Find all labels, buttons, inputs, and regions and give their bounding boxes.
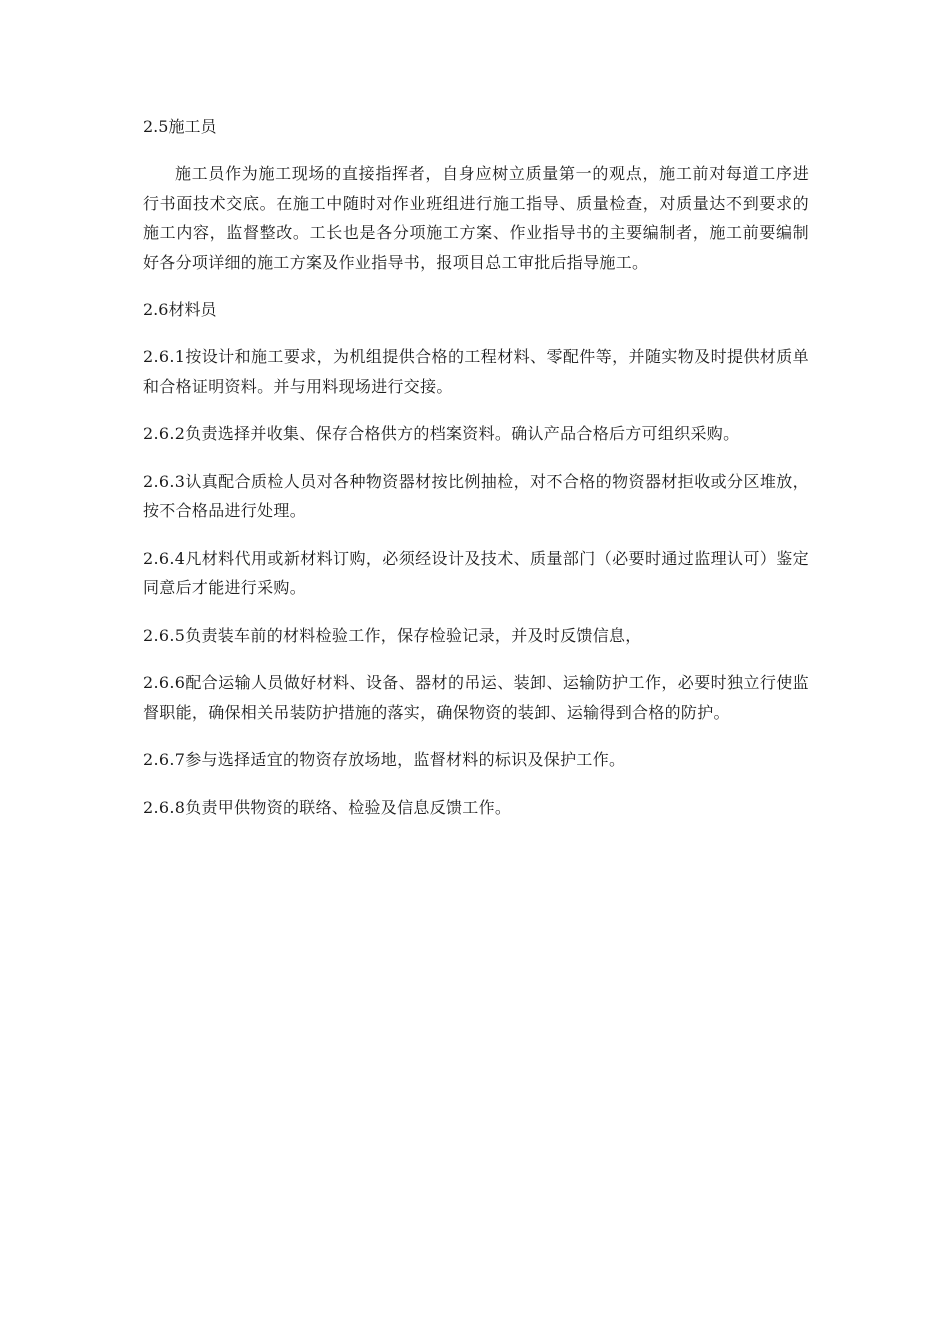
item-2-6-1: 2.6.1按设计和施工要求，为机组提供合格的工程材料、零配件等，并随实物及时提供材质单和合格证明资料。并与用料现场进行交接。 bbox=[143, 347, 809, 396]
section-heading-2-6: 2.6材料员 bbox=[143, 300, 217, 319]
item-2-6-6: 2.6.6配合运输人员做好材料、设备、器材的吊运、装卸、运输防护工作，必要时独立行使监督职能，确保相关吊装防护措施的落实，确保物资的装卸、运输得到合格的防护。 bbox=[143, 673, 809, 722]
section-2-5-paragraph: 施工员作为施工现场的直接指挥者，自身应树立质量第一的观点，施工前对每道工序进行书面技术交底。在施工中随时对作业班组进行施工指导、质量检查，对质量达不到要求的施工内容，监督整改。工长也是各分项施工方案、作业指导书的主要编制者，施工前要编制好各分项详细的施工方案及作业指导书，报项目总工审批后指导施工。 bbox=[143, 164, 809, 272]
item-2-6-8: 2.6.8负责甲供物资的联络、检验及信息反馈工作。 bbox=[143, 797, 512, 817]
item-2-6-7: 2.6.7参与选择适宜的物资存放场地，监督材料的标识及保护工作。 bbox=[143, 750, 626, 769]
item-2-6-4: 2.6.4凡材料代用或新材料订购，必须经设计及技术、质量部门（必要时通过监理认可）鉴定同意后才能进行采购。 bbox=[143, 548, 809, 597]
document-body bbox=[143, 112, 809, 840]
item-2-6-5: 2.6.5负责装车前的材料检验工作，保存检验记录，并及时反馈信息， bbox=[143, 625, 642, 645]
section-heading-2-5: 2.5施工员 bbox=[143, 117, 217, 136]
item-2-6-2: 2.6.2负责选择并收集、保存合格供方的档案资料。确认产品合格后方可组织采购。 bbox=[143, 424, 740, 443]
item-2-6-3: 2.6.3认真配合质检人员对各种物资器材按比例抽检，对不合格的物资器材拒收或分区堆放，按不合格品进行处理。 bbox=[143, 471, 809, 520]
